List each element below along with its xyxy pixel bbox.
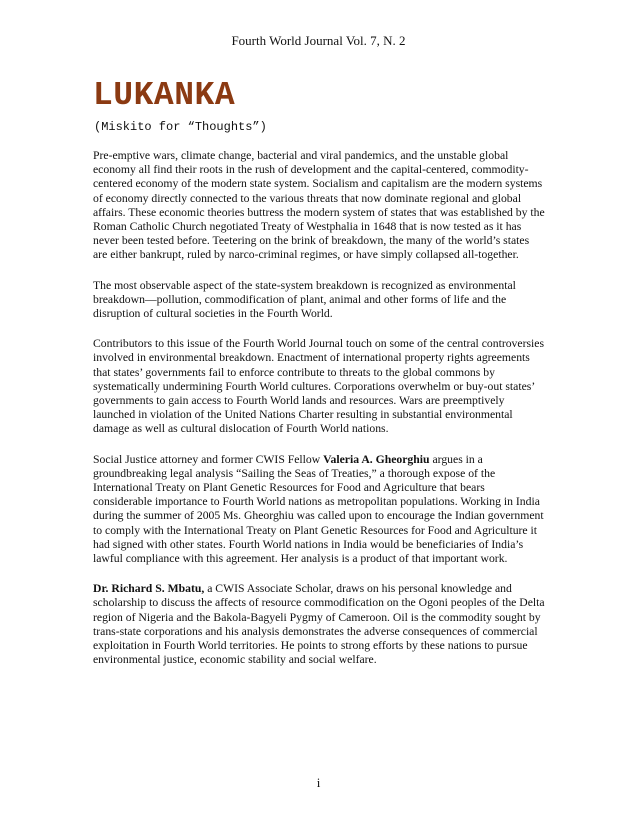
- author-name-gheorghiu: Valeria A. Gheorghiu: [323, 452, 430, 466]
- article-subtitle: (Miskito for “Thoughts”): [94, 120, 267, 134]
- paragraph-5: [93, 582, 545, 667]
- paragraph-4-lead: Social Justice attorney and former CWIS Fellow: [93, 452, 324, 466]
- paragraph-4: [93, 453, 545, 567]
- article-body: [93, 149, 545, 684]
- paragraph-4-rest: argues in a groundbreaking legal analysis “Sailing the Seas of Treaties,” a thorough expose of the International Treaty on Plant Genetic Resources for Food and Agriculture that bears considerable importance to Fourth World nations as metropolitan populations. Working in India during the summer of 2005 Ms. Gheorghiu was called upon to encourage the Indian government to comply with the International Treaty on Plant Genetic Resources for Food and Agriculture it had signed with other states. Fourth World nations in India would be beneficiaries of India’s lawful compliance with this agreement. Her analysis is a product of that important work.: [93, 452, 544, 566]
- article-title: LUKANKA: [93, 77, 236, 114]
- page-number: i: [316, 775, 321, 790]
- author-name-mbatu: Dr. Richard S. Mbatu,: [93, 582, 205, 596]
- paragraph-1: Pre-emptive wars, climate change, bacterial and viral pandemics, and the unstable global economy all find their roots in the rush of development and the capital-centered, commodity-centered economy of the modern state system. Socialism and capitalism are the modern systems of economy directly connected to the various threats that now dominate regional and global affairs. These economic theories buttress the modern system of states that was established by the Roman Catholic Church negotiated Treaty of Westphalia in 1648 that is now tested as it has never been tested before. Teetering on the brink of breakdown, the many of the world’s states are either bankrupt, ruled by narco-criminal regimes, or have simply collapsed all-together.: [93, 149, 545, 262]
- running-header: Fourth World Journal Vol. 7, N. 2: [231, 33, 406, 48]
- paragraph-3: Contributors to this issue of the Fourth World Journal touch on some of the central controversies involved in environmental breakdown. Enactment of international property rights agreements that states’ governments fail to enforce contribute to threats to the global commons by systematically undermining Fourth World cultures. Corporations overwhelm or buy-out states’ governments to gain access to Fourth World lands and resources. Wars are preemptively launched in violation of the United Nations Charter resulting in substantial environmental damage as well as cultural dislocation of Fourth World nations.: [93, 337, 545, 436]
- paragraph-2: The most observable aspect of the state-system breakdown is recognized as environmental breakdown—pollution, commodification of plant, animal and other forms of life and the disruption of cultural societies in the Fourth World.: [93, 278, 516, 321]
- paragraph-5-rest: a CWIS Associate Scholar, draws on his personal knowledge and scholarship to discuss the affects of resource commodification on the Ogoni peoples of the Delta region of Nigeria and the Bakola-Bagyeli Pygmy of Cameroon. Oil is the commodity sought by trans-state corporations and his analysis demonstrates the adverse consequences of commercial exploitation in Fourth World territories. He points to strong efforts by these nations to pursue environmental justice, economic stability and social welfare.: [93, 582, 545, 667]
